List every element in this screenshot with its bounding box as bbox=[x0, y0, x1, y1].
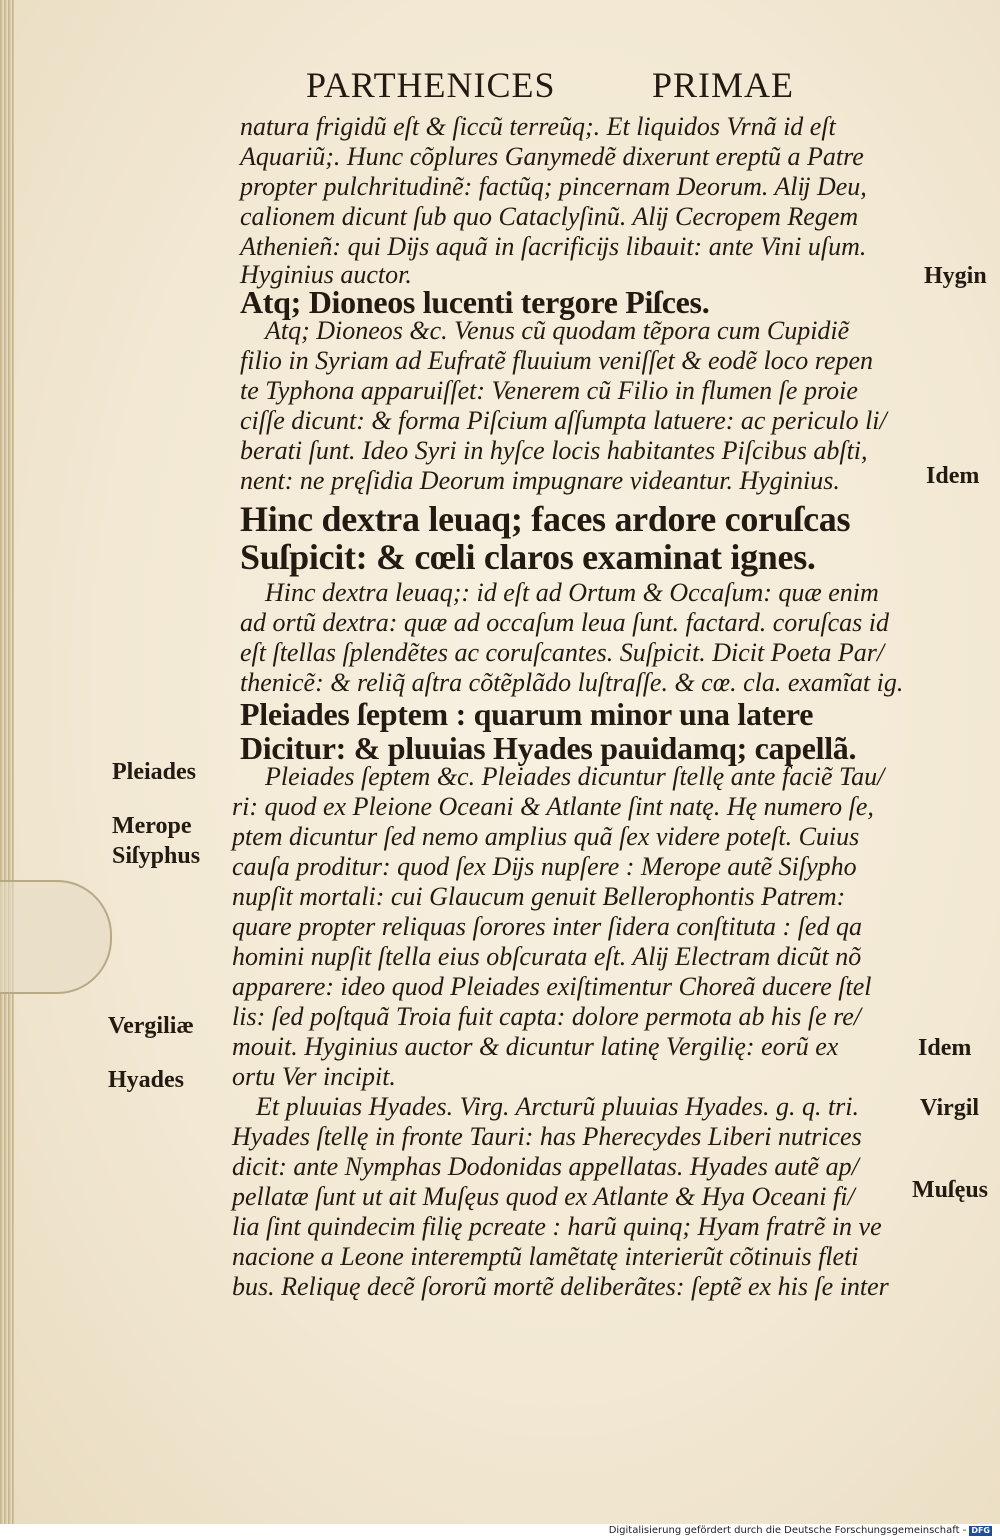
text-line: lia ſint quindecim filię pcreate : harũ quinq; Hyam fratrẽ in ve bbox=[232, 1212, 882, 1241]
text-line: nupſit mortali: cui Glaucum genuit Bellerophontis Patrem: bbox=[232, 882, 846, 911]
text-line: filio in Syriam ad Eufratẽ fluuium veniſſet & eodẽ loco repen bbox=[240, 346, 874, 375]
text-line: Hinc dextra leuaq;: id eſt ad Ortum & Occaſum: quæ enim bbox=[265, 578, 879, 607]
verse-line: Dicitur: & pluuias Hyades pauidamq; capellã. bbox=[240, 730, 857, 766]
text-line: natura frigidũ eſt & ſiccũ terreũq;. Et liquidos Vrnã id eſt bbox=[240, 112, 836, 141]
margin-note-left: Vergiliæ bbox=[108, 1013, 194, 1039]
margin-note-right: Idem bbox=[918, 1035, 972, 1061]
text-line: homini nupſit ſtella eius obſcurata eſt. Alĳ Electram dicũt nõ bbox=[232, 942, 862, 971]
text-line: nacione a Leone interemptũ lamẽtatę interierũt cõtinuis fleti bbox=[232, 1242, 859, 1271]
margin-note-left: Siſyphus bbox=[112, 843, 201, 869]
margin-note-left: Merope bbox=[112, 813, 192, 839]
verse-line: Hinc dextra leuaq; faces ardore coruſcas bbox=[240, 499, 851, 539]
text-line: Pleiades ſeptem &c. Pleiades dicuntur ſtellę ante faciẽ Tau/ bbox=[265, 762, 885, 791]
text-line: ad ortũ dextra: quæ ad occaſum leua ſunt. factard. coruſcas id bbox=[240, 608, 889, 637]
margin-note-right: Idem bbox=[926, 463, 980, 489]
header-right: PRIMAE bbox=[652, 65, 795, 105]
digitization-credit bbox=[609, 1524, 992, 1537]
text-line: calionem dicunt ſub quo Cataclyſinũ. Alĳ Cecropem Regem bbox=[240, 202, 859, 231]
text-line: propter pulchritudinẽ: factũq; pincernam Deorum. Alĳ Deu, bbox=[240, 172, 867, 201]
text-line: mouit. Hyginius auctor & dicuntur latinę Vergilię: eorũ ex bbox=[232, 1032, 839, 1061]
text-line: ortu Ver incipit. bbox=[232, 1062, 396, 1091]
text-line: ri: quod ex Pleione Oceani & Atlante ſint natę. Hę numero ſe, bbox=[232, 792, 874, 821]
text-line: ciſſe dicunt: & forma Piſcium aſſumpta latuere: ac periculo li/ bbox=[240, 406, 887, 435]
text-line: Aquariũ;. Hunc cõplures Ganymedẽ dixerunt ereptũ a Patre bbox=[240, 142, 864, 171]
margin-note-left: Hyades bbox=[108, 1067, 185, 1093]
dfg-logo: DFG bbox=[971, 1526, 990, 1535]
verse-line: Suſpicit: & cœli claros examinat ignes. bbox=[240, 537, 816, 577]
text-line: quare propter reliquas ſorores inter ſidera conſtituta : ſed qa bbox=[232, 912, 862, 941]
text-line: apparere: ideo quod Pleiades exiſtimentur Choreã ducere ſtel bbox=[232, 972, 872, 1001]
text-line: Atq; Dioneos &c. Venus cũ quodam tẽpora cum Cupidiẽ bbox=[265, 316, 850, 345]
text-line: Hyades ſtellę in fronte Tauri: has Pherecydes Liberi nutrices bbox=[232, 1122, 862, 1151]
text-line: ptem dicuntur ſed nemo amplius quã ſex videre poteſt. Cuius bbox=[232, 822, 860, 851]
margin-note-right: Muſęus bbox=[912, 1177, 989, 1203]
text-line: te Typhona apparuiſſet: Venerem cũ Filio in flumen ſe proie bbox=[240, 376, 858, 405]
text-line: dicit: ante Nymphas Dodonidas appellatas. Hyades autẽ ap/ bbox=[232, 1152, 859, 1181]
text-line: berati ſunt. Ideo Syri in hyſce locis habitantes Piſcibus abſti, bbox=[240, 436, 868, 465]
verse-line: Pleiades ſeptem : quarum minor una latere bbox=[240, 696, 814, 732]
text-line: lis: ſed poſtquã Troia fuit capta: dolore permota ab his ſe re/ bbox=[232, 1002, 862, 1031]
text-line: Athenieñ: qui Dĳs aquã in ſacrificĳs libauit: ante Vini uſum. bbox=[240, 232, 867, 261]
text-line: thenicẽ: & reliq̃ aſtra cõtẽplãdo luſtraſſe. & cœ. cla. examĩat ig. bbox=[240, 668, 904, 697]
verse-line: Atq; Dioneos lucenti tergore Piſces. bbox=[240, 284, 710, 320]
text-line: Et pluuias Hyades. Virg. Arcturũ pluuias Hyades. g. q. tri. bbox=[256, 1092, 860, 1121]
margin-note-right: Virgil bbox=[920, 1095, 980, 1121]
margin-note-right: Hygin bbox=[924, 263, 987, 289]
text-line: Hyginius auctor. bbox=[240, 260, 412, 289]
credit-text: Digitalisierung gefördert durch die Deutsche Forschungsgemeinschaft - bbox=[608, 1525, 967, 1536]
text-line: pellatæ ſunt ut ait Muſęus quod ex Atlante & Hya Oceani fi/ bbox=[232, 1182, 855, 1211]
margin-note-left: Pleiades bbox=[112, 759, 196, 785]
text-line: eſt ſtellas ſplendẽtes ac coruſcantes. Suſpicit. Dicit Poeta Par/ bbox=[240, 638, 885, 667]
header-left: PARTHENICES bbox=[306, 65, 556, 105]
text-line: nent: ne pręſidia Deorum impugnare videantur. Hyginius. bbox=[240, 466, 840, 495]
text-line: cauſa proditur: quod ſex Dĳs nupſere : Merope autẽ Siſypho bbox=[232, 852, 857, 881]
text-line: bus. Reliquę decẽ ſororũ mortẽ deliberãtes: ſeptẽ ex his ſe inter bbox=[232, 1272, 889, 1301]
